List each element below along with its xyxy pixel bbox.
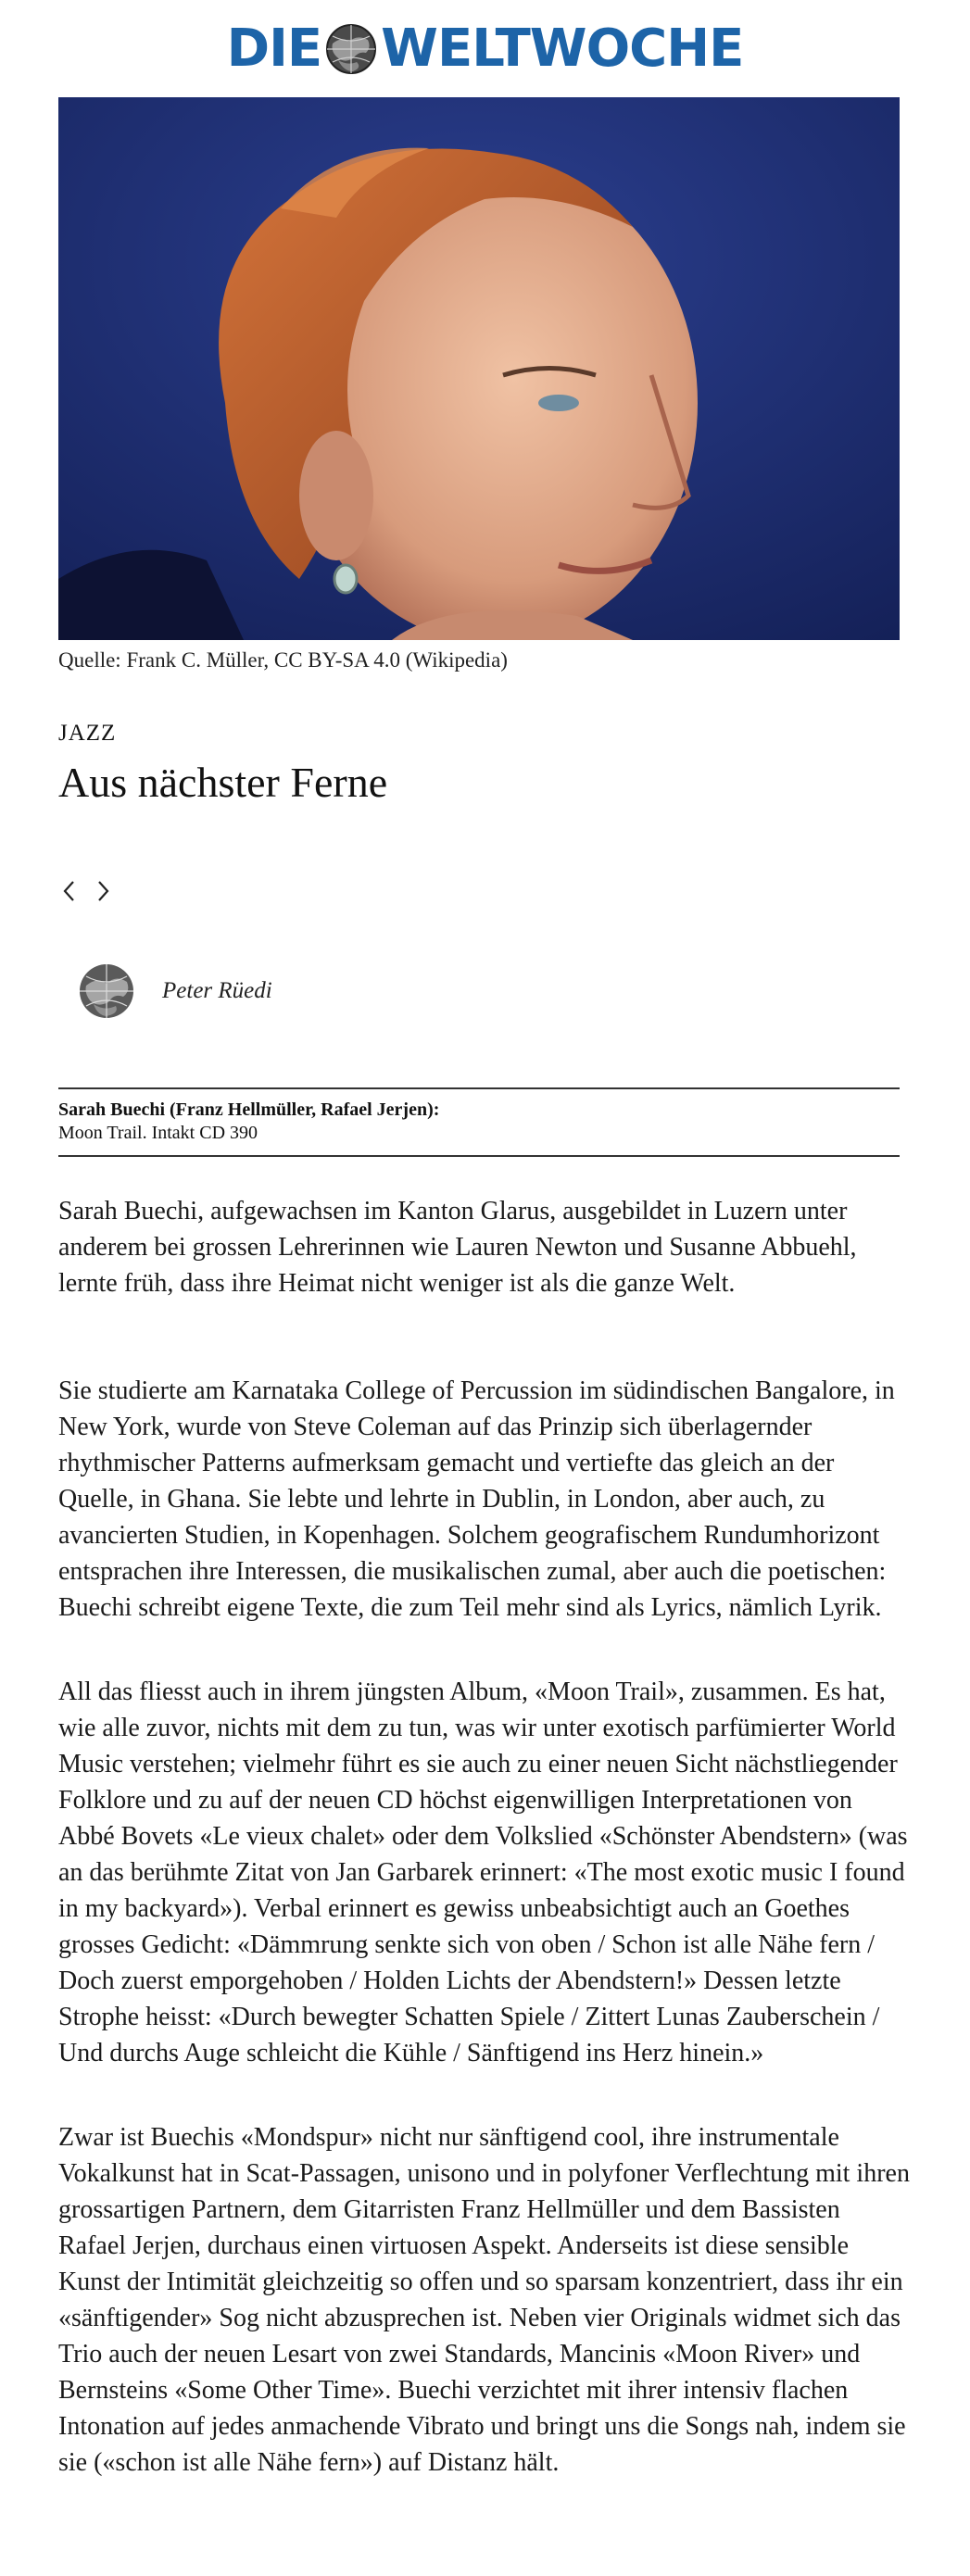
- article-paragraph: All das fliesst auch in ihrem jüngsten Album, «Moon Trail», zusammen. Es hat, wie alle zuvor, nichts mit dem zu tun, was wir unter exotisch parfümierter World Music verstehen; vielmehr führt es sie auch zu einer neuen Sicht nächstliegender Folklore und zu auf der neuen CD höchst eigenwilligen Interpretationen von Abbé Bovets «Le vieux chalet» oder dem Volkslied «Schönster Abendstern» (was an das berühmte Zitat von Jan Garbarek erinnert: «The most exotic music I found in my backyard»). Verbal erinnert es gewiss unbeabsichtigt auch an Goethes grosses Gedicht: «Dämmrung senkte sich von oben / Schon ist alle Nähe fern / Doch zuerst emporgehoben / Holden Lichts der Abendstern!» Dessen letzte Strophe heisst: «Durch bewegter Schatten Spiele / Zittert Lunas Zauberschein / Und durchs Auge schleicht die Kühle / Sänftigend ins Herz hinein.»: [58, 1678, 908, 2067]
- logo-text-weltwoche: WELTWOCHE: [381, 19, 744, 79]
- weltwoche-logo[interactable]: [226, 19, 744, 79]
- portrait-image: [58, 97, 900, 640]
- photo-caption: Quelle: Frank C. Müller, CC BY-SA 4.0 (Wikipedia): [58, 648, 508, 672]
- author-avatar[interactable]: [79, 963, 134, 1019]
- masthead: [0, 17, 970, 82]
- article-paragraph: Sarah Buechi, aufgewachsen im Kanton Glarus, ausgebildet in Luzern unter anderem bei grossen Lehrerinnen wie Lauren Newton und Susanne Abbuehl, lernte früh, dass ihre Heimat nicht weniger ist als die ganze Welt.: [58, 1197, 857, 1298]
- album-info-box: [58, 1087, 900, 1157]
- article-paragraph: Zwar ist Buechis «Mondspur» nicht nur sänftigend cool, ihre instrumentale Vokalkunst hat in Scat-Passagen, unisono und in polyfoner Verflechtung mit ihren grossartigen Partnern, dem Gitarristen Franz Hellmüller und dem Bassisten Rafael Jerjen, durchaus einen virtuosen Aspekt. Anderseits ist diese sensible Kunst der Intimität gleichzeitig so offen und so sparsam konzentriert, dass ihr ein «sänftigender» Sog nicht abzusprechen ist. Neben vier Originals widmet sich das Trio auch der neuen Lesart von zwei Standards, Mancinis «Moon River» und Bernsteins «Some Other Time». Buechi verzichtet mit ihrer intensiv flachen Intonation auf jedes anmachende Vibrato und bringt uns die Songs nah, indem sie sie («schon ist alle Nähe fern») auf Distanz hält.: [58, 2123, 910, 2477]
- globe-icon: [325, 23, 377, 75]
- album-artist: Sarah Buechi (Franz Hellmüller, Rafael Jerjen):: [58, 1100, 440, 1120]
- album-release: Moon Trail. Intakt CD 390: [58, 1123, 258, 1143]
- article-paragraph: Sie studierte am Karnataka College of Percussion im südindischen Bangalore, in New York, wurde von Steve Coleman auf das Prinzip sich überlagernder rhythmischer Patterns aufmerksam gemacht und vertiefte das gleich an der Quelle, in Ghana. Sie lebte und lehrte in Dublin, in London, aber auch, zu avancierten Studien, in Kopenhagen. Solchem geografischem Rundumhorizont entsprachen ihre Interessen, die musikalischen zumal, aber auch die poetischen: Buechi schreibt eigene Texte, die zum Teil mehr sind als Lyrics, nämlich Lyrik.: [58, 1376, 895, 1622]
- article-rubric: JAZZ: [58, 721, 117, 746]
- article-title: Aus nächster Ferne: [58, 759, 388, 806]
- article-pager: [58, 878, 114, 904]
- chevron-left-icon[interactable]: [58, 878, 79, 904]
- globe-icon: [79, 963, 134, 1019]
- logo-text-die: DIE: [226, 19, 322, 79]
- author-byline: [79, 963, 272, 1019]
- chevron-right-icon[interactable]: [94, 878, 114, 904]
- author-name[interactable]: Peter Rüedi: [162, 978, 272, 1003]
- hero-photo: [58, 97, 900, 640]
